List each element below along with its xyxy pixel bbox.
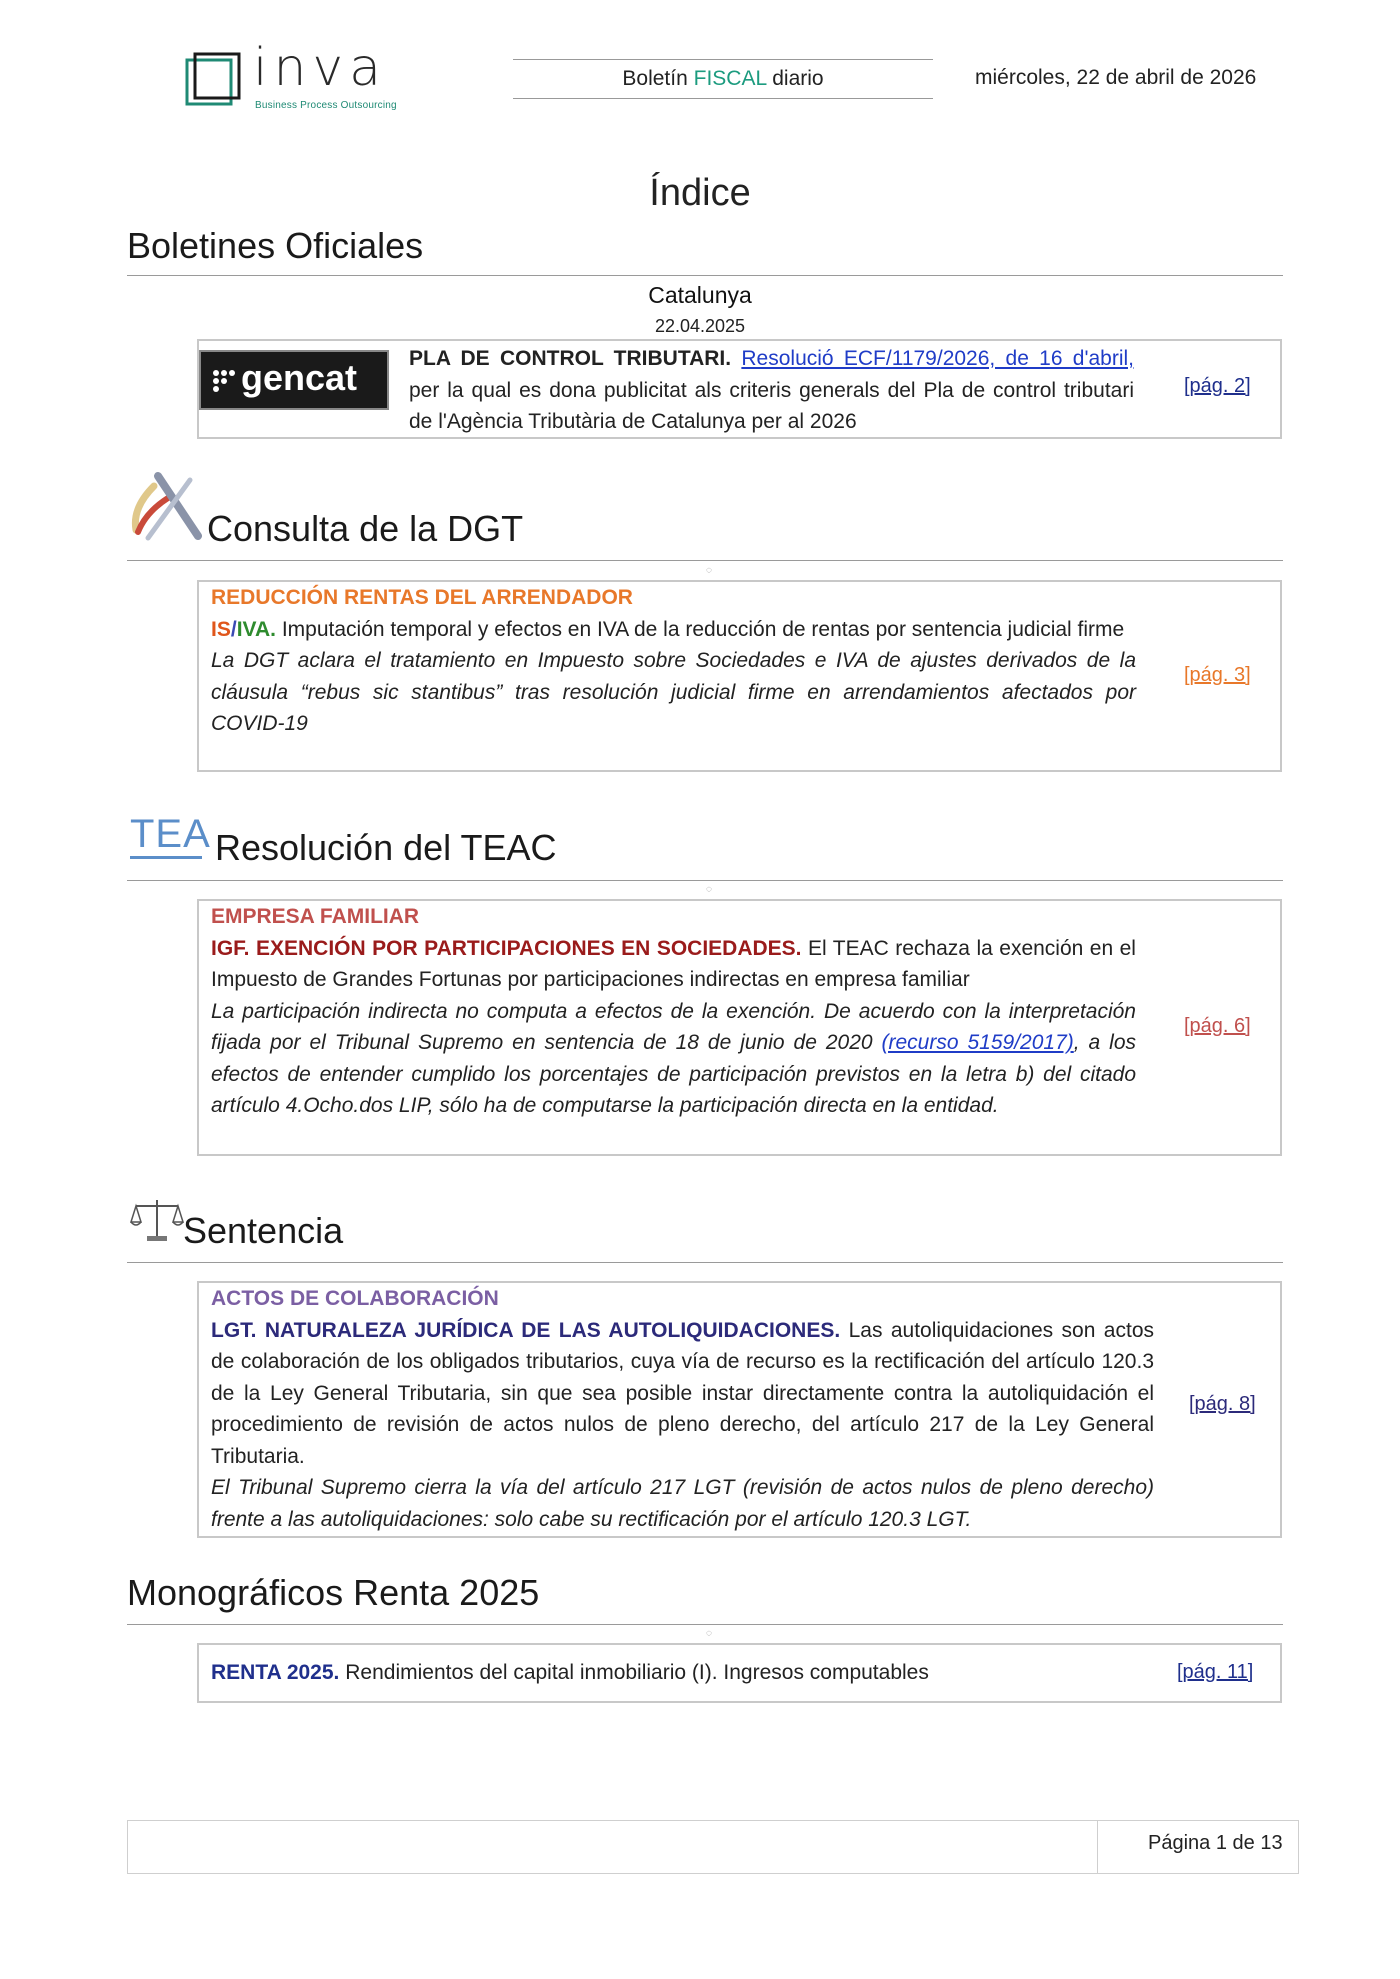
entry-body: per la qual es dona publicitat als criteris generals del Pla de control tributari de l'Agència Tributària de Catalunya per al 2026 (409, 378, 1134, 433)
tag-is: IS (211, 617, 231, 641)
bulletin-fiscal: FISCAL (693, 67, 767, 90)
section-divider (127, 1624, 1283, 1625)
separator-dot: ◌ (706, 565, 712, 576)
bulletin-title (513, 59, 933, 99)
entry-heading: LGT. NATURALEZA JURÍDICA DE LAS AUTOLIQUIDACIONES. (211, 1318, 841, 1342)
page-ref-link[interactable]: [pág. 2] (1184, 375, 1251, 397)
bulletin-prefix: Boletín (622, 67, 688, 90)
entry-heading-body: El TEAC rechaza la exención en el Impuesto de Grandes Fortunas por participaciones indirectas en empresa familiar (211, 936, 1136, 991)
entry-heading-body: Las autoliquidaciones son actos de colaboración de los obligados tributarios, cuya vía de recurso es la rectificación del artículo 120.3 de la Ley General Tributaria, sin que sea posible instar directamente contra la autoliquidación el procedimiento de revisión de actos nulos de pleno derecho, del artículo 217 de la Ley General Tributaria. (211, 1318, 1154, 1468)
gencat-logo-text: gencat (241, 357, 358, 398)
entry-summary: La participación indirecta no computa a efectos de la exención. De acuerdo con la interpretación fijada por el Tribunal Supremo en sentencia de 18 de junio de 2020 (211, 999, 1136, 1054)
entry-heading: PLA DE CONTROL TRIBUTARI. (409, 347, 732, 370)
entry-teac (197, 899, 1282, 1156)
page-ref-link[interactable]: [pág. 6] (1184, 1015, 1251, 1037)
logo-text: inva (253, 38, 388, 98)
gencat-logo (199, 350, 389, 410)
section-title-dgt: Consulta de la DGT (207, 508, 524, 549)
resolution-link[interactable]: Resolució ECF/1179/2026, de 16 d'abril, (741, 347, 1134, 370)
inva-logo (185, 38, 405, 120)
section-divider (127, 275, 1283, 276)
entry-heading: IGF. EXENCIÓN POR PARTICIPACIONES EN SOCIEDADES. (211, 936, 802, 960)
aeat-logo-icon (128, 468, 204, 544)
region-date: 22.04.2025 (654, 316, 746, 336)
entry-summary: La DGT aclara el tratamiento en Impuesto sobre Sociedades e IVA de ajustes derivados de la cláusula “rebus sic stantibus” tras resolución judicial firme en arrendamientos afectados por COVID-19 (211, 649, 1136, 735)
entry-monograficos-text (211, 1657, 1111, 1689)
teac-logo-icon: TEA (130, 812, 202, 862)
separator-dot: ◌ (706, 884, 712, 895)
inva-logo-mark-icon (185, 52, 241, 108)
entry-boletines (197, 339, 1282, 439)
separator-dot: ◌ (706, 1628, 712, 1639)
section-divider (127, 560, 1283, 561)
section-divider (127, 1262, 1283, 1263)
entry-category: REDUCCIÓN RENTAS DEL ARRENDADOR (211, 586, 633, 609)
region-title: Catalunya (648, 282, 752, 308)
section-title-monograficos: Monográficos Renta 2025 (127, 1572, 540, 1613)
gencat-dots-icon (211, 368, 241, 398)
entry-boletines-text (409, 343, 1134, 438)
bulletin-suffix: diario (772, 67, 824, 90)
entry-category: EMPRESA FAMILIAR (211, 905, 420, 928)
entry-teac-text (211, 901, 1136, 1122)
page-ref-link[interactable]: [pág. 11] (1177, 1661, 1254, 1683)
entry-body: Rendimientos del capital inmobiliario (I). Ingresos computables (345, 1661, 929, 1684)
footer-separator (1097, 1820, 1098, 1874)
header-date: miércoles, 22 de abril de 2026 (975, 66, 1257, 89)
page-ref-link[interactable]: [pág. 3] (1184, 664, 1251, 686)
tag-iva: IVA. (236, 617, 276, 641)
logo-tagline: Business Process Outsourcing (255, 100, 397, 111)
entry-sentencia-text (211, 1283, 1154, 1535)
entry-sentencia (197, 1281, 1282, 1538)
page-number: Página 1 de 13 (1148, 1832, 1283, 1854)
entry-heading: RENTA 2025. (211, 1661, 340, 1684)
entry-heading-body: Imputación temporal y efectos en IVA de la reducción de rentas por sentencia judicial firme (281, 617, 1125, 641)
entry-category: ACTOS DE COLABORACIÓN (211, 1287, 499, 1310)
section-title-teac: Resolución del TEAC (215, 827, 557, 868)
page-ref-link[interactable]: [pág. 8] (1189, 1393, 1256, 1415)
entry-dgt (197, 580, 1282, 772)
entry-summary-continued: , a los efectos de entender cumplido los porcentajes de participación previstos en la letra b) del citado artículo 4.Ocho.dos LIP, sólo ha de computarse la participación directa en la entidad. (211, 1031, 1137, 1117)
scales-icon (130, 1196, 184, 1244)
section-divider (127, 880, 1283, 881)
entry-monograficos (197, 1643, 1282, 1703)
recurso-link[interactable]: (recurso 5159/2017) (881, 1031, 1074, 1054)
section-title-boletines: Boletines Oficiales (127, 225, 424, 266)
footer-box (127, 1820, 1299, 1874)
entry-dgt-text (211, 582, 1136, 740)
section-title-sentencia: Sentencia (183, 1210, 344, 1251)
index-title: Índice (649, 172, 751, 214)
tag-separator: / (230, 617, 237, 641)
entry-summary: El Tribunal Supremo cierra la vía del artículo 217 LGT (revisión de actos nulos de pleno derecho) frente a las autoliquidaciones: solo cabe su rectificación por el artículo 120.3 LGT. (211, 1476, 1154, 1531)
